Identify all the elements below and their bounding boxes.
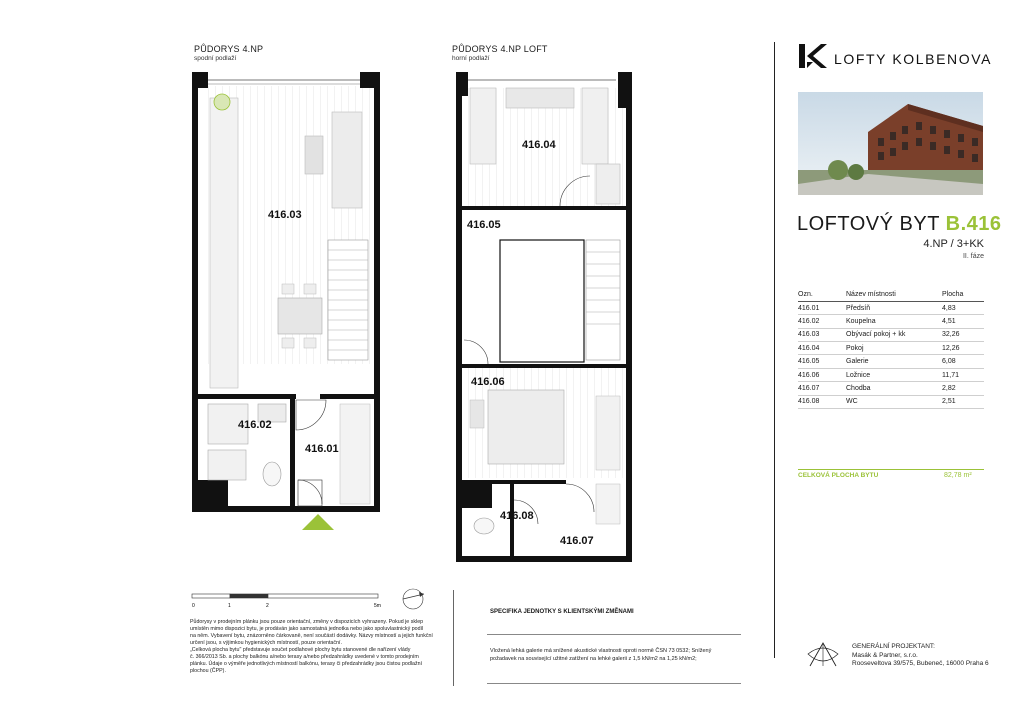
disclaimer-line: plánku. Údaje o výměře jednotlivých místností balkónu, terasy či předzahrádky jsou čistou podlažní (190, 661, 423, 667)
scale-bar (190, 590, 390, 610)
architect-label: GENERÁLNÍ PROJEKTANT: (852, 643, 935, 650)
divider-right (774, 42, 775, 658)
apartment-code: B.416 (945, 213, 1002, 235)
col-header-name: Název místnosti (846, 288, 942, 301)
cell-area: 4,83 (942, 301, 984, 314)
apartment-phase: II. fáze (962, 253, 984, 260)
room-table-header (798, 288, 984, 301)
room-label: 416.08 (500, 510, 534, 522)
total-area-value (944, 472, 972, 479)
total-area-label: CELKOVÁ PLOCHA BYTU (798, 472, 879, 479)
plan-right-title: PŮDORYS 4.NP LOFT (452, 44, 548, 54)
cell-name: Obývací pokoj + kk (846, 328, 942, 341)
cell-id: 416.05 (798, 355, 846, 368)
table-row (798, 328, 984, 341)
col-header-id: Ozn. (798, 288, 846, 301)
room-label: 416.05 (467, 219, 501, 231)
total-area-unit: m² (963, 472, 972, 479)
plan-right-subtitle: horní podlaží (452, 55, 490, 62)
disclaimer-text (190, 619, 445, 675)
cell-id: 416.02 (798, 315, 846, 328)
lk-logo-icon (797, 42, 829, 70)
cell-area: 11,71 (942, 368, 984, 381)
disclaimer-line: umístěn mimo dispozici bytu, je prodáván jako samostatná jednotka nebo jako spoluvlastnický podíl (190, 626, 424, 632)
cell-name: Galerie (846, 355, 942, 368)
scale-label: 0 (192, 603, 195, 609)
architect-address: Rooseveltova 39/575, Bubeneč, 16000 Praha 6 (852, 660, 989, 667)
cell-area: 2,51 (942, 395, 984, 408)
room-label: 416.01 (305, 443, 339, 455)
spec-text (490, 648, 742, 663)
room-table (798, 288, 984, 409)
cell-name: Předsíň (846, 301, 942, 314)
room-label: 416.07 (560, 535, 594, 547)
cell-name: Pokoj (846, 342, 942, 355)
architect-company: Masák & Partner, s.r.o. (852, 651, 918, 659)
disclaimer-line: na něm. Vybavení bytu, znázorněno čárkovaně, není součástí dodávky. Názvy místností a jejich funkční (190, 633, 433, 639)
floor-plan-lower (180, 60, 390, 540)
cell-id: 416.01 (798, 301, 846, 314)
scale-label: 2 (266, 603, 269, 609)
divider-bottom (453, 590, 454, 686)
apartment-floor-type: 4.NP / 3+KK (923, 238, 984, 250)
cell-id: 416.06 (798, 368, 846, 381)
cell-area: 12,26 (942, 342, 984, 355)
disclaimer-line: určení jsou, s výjimkou hygienických místností, pouze orientační. (190, 640, 342, 646)
total-divider (798, 469, 984, 470)
total-area-number: 82,78 (944, 472, 962, 479)
table-row (798, 301, 984, 314)
spec-title: SPECIFIKA JEDNOTKY S KLIENTSKÝMI ZMĚNAMI (490, 609, 634, 615)
table-row (798, 382, 984, 395)
architect-info (852, 643, 989, 669)
north-arrow-icon (400, 586, 426, 612)
room-label: 416.06 (471, 376, 505, 388)
apartment-title-prefix: LOFTOVÝ BYT (797, 213, 940, 235)
scale-label: 1 (228, 603, 231, 609)
cell-area: 6,08 (942, 355, 984, 368)
entrance-arrow-icon (302, 514, 334, 530)
room-label: 416.04 (522, 139, 556, 151)
floor-plan-upper (440, 60, 650, 570)
cell-id: 416.08 (798, 395, 846, 408)
disclaimer-line: č. 366/2013 Sb. a plochy balkónu a/nebo terasy a/nebo předzahrádky uvedené v tomto prodejním (190, 654, 419, 660)
table-row (798, 355, 984, 368)
disclaimer-line: „Celková plocha bytu" představuje součet podlahové plochy bytu stanovené dle nařízení vlády (190, 647, 411, 653)
cell-id: 416.07 (798, 382, 846, 395)
table-row (798, 395, 984, 408)
spec-line: Vložená lehká galerie má snížené akustické vlastnosti oproti normě ČSN 73 0532; Snížený (490, 648, 712, 654)
plan-left-title: PŮDORYS 4.NP (194, 44, 264, 54)
table-row (798, 342, 984, 355)
architect-logo-icon (806, 640, 840, 670)
cell-name: Koupelna (846, 315, 942, 328)
disclaimer-line: plochou (ČPP). (190, 668, 226, 674)
cell-area: 4,51 (942, 315, 984, 328)
brand-name: LOFTY KOLBENOVA (834, 51, 993, 67)
room-label: 416.03 (268, 209, 302, 221)
table-row (798, 315, 984, 328)
scale-label: 5m (374, 603, 381, 609)
col-header-area: Plocha (942, 288, 984, 301)
disclaimer-line: Půdorysy v prodejním plánku jsou pouze orientační, změny v dispozicích vyhrazeny. Pokud je sklep (190, 619, 424, 625)
cell-area: 2,82 (942, 382, 984, 395)
room-label: 416.02 (238, 419, 272, 431)
spec-divider-bottom (487, 683, 741, 684)
cell-name: Chodba (846, 382, 942, 395)
spec-line: požadavek na související užitné zatížení na lehké galerii z 1,5 kN/m2 na 1,25 kN/m2; (490, 655, 697, 662)
cell-area: 32,26 (942, 328, 984, 341)
cell-id: 416.03 (798, 328, 846, 341)
cell-name: WC (846, 395, 942, 408)
plan-left-subtitle: spodní podlaží (194, 55, 237, 62)
building-photo (798, 92, 983, 195)
table-row (798, 368, 984, 381)
cell-name: Ložnice (846, 368, 942, 381)
apartment-title (797, 213, 1002, 236)
cell-id: 416.04 (798, 342, 846, 355)
spec-divider-top (487, 634, 741, 635)
